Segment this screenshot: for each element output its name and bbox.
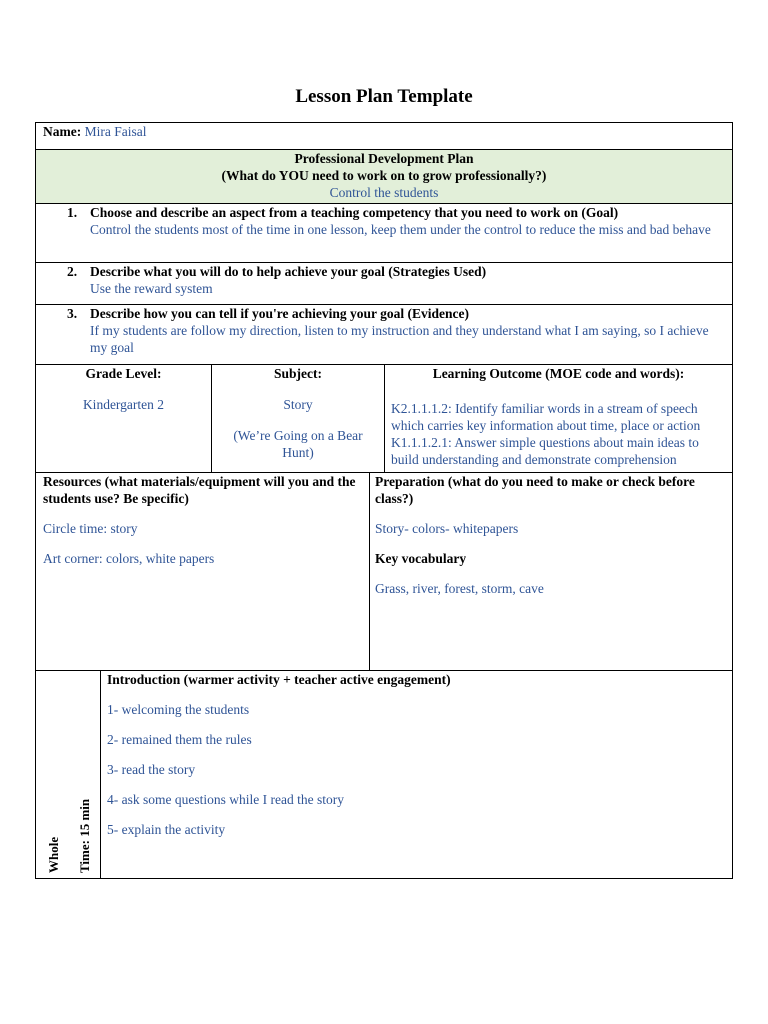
name-value: Mira Faisal [84, 124, 147, 139]
vocab-label: Key vocabulary [375, 551, 467, 566]
subject-detail: (We’re Going on a Bear Hunt) [233, 428, 363, 460]
grade-value: Kindergarten 2 [82, 397, 165, 412]
preparation-value: Story- colors- whitepapers [375, 521, 519, 536]
outcome-2: K1.1.1.2.1: Answer simple questions about main ideas to build understanding and demonstrate comprehension [391, 435, 699, 467]
grade-label: Grade Level: [85, 366, 162, 381]
preparation-cell [375, 473, 720, 597]
pd-plan-heading: Professional Development Plan [294, 151, 474, 166]
whole-label: Whole [46, 836, 61, 873]
pd-plan-question: (What do YOU need to work on to grow professionally?) [221, 168, 547, 183]
outcome-cell [385, 365, 732, 468]
outcome-1: K2.1.1.1.2: Identify familiar words in a stream of speech which carries key information about time, place or action [391, 401, 701, 433]
resources-cell [43, 473, 361, 567]
time-label: Time: 15 min [77, 798, 92, 873]
intro-step: 2- remained them the rules [107, 732, 252, 747]
page-title: Lesson Plan Template [295, 86, 473, 107]
goal-number: 2. [67, 264, 78, 279]
resources-label: Resources (what materials/equipment will you and the students use? Be specific) [43, 474, 356, 506]
goal-item-2 [36, 263, 732, 304]
pd-plan-row [36, 150, 732, 203]
goal-item-1 [36, 204, 732, 262]
introduction-label: Introduction (warmer activity + teacher active engagement) [107, 672, 451, 687]
intro-step: 5- explain the activity [107, 822, 226, 837]
intro-step: 1- welcoming the students [107, 702, 250, 717]
outcome-label: Learning Outcome (MOE code and words): [432, 366, 685, 381]
pd-plan-answer: Control the students [329, 185, 439, 200]
goal-question: Choose and describe an aspect from a teaching competency that you need to work on (Goal) [90, 205, 619, 220]
name-row [36, 123, 732, 149]
intro-step: 3- read the story [107, 762, 196, 777]
goal-answer: Control the students most of the time in one lesson, keep them under the control to reduce the miss and bad behave [90, 222, 711, 237]
lesson-plan-table [35, 122, 733, 879]
name-label: Name: [43, 124, 82, 139]
introduction-row [36, 671, 732, 878]
vocab-value: Grass, river, forest, storm, cave [375, 581, 544, 596]
resources-row [36, 473, 732, 669]
goal-number: 3. [67, 306, 78, 321]
subject-cell [212, 365, 384, 461]
goal-number: 1. [67, 205, 78, 220]
goal-answer: Use the reward system [90, 281, 213, 296]
resource-item: Art corner: colors, white papers [43, 551, 215, 566]
goal-question: Describe what you will do to help achieve your goal (Strategies Used) [90, 264, 487, 279]
grade-cell [36, 365, 211, 413]
introduction-cell [107, 671, 707, 838]
preparation-label: Preparation (what do you need to make or check before class?) [375, 474, 695, 506]
goal-item-3 [36, 305, 732, 364]
goal-question: Describe how you can tell if you're achieving your goal (Evidence) [90, 306, 469, 321]
subject-value: Story [283, 397, 313, 412]
subject-label: Subject: [274, 366, 322, 381]
goal-answer: If my students are follow my direction, listen to my instruction and they understand what I am saying, so I achieve my goal [90, 323, 709, 355]
resource-item: Circle time: story [43, 521, 138, 536]
intro-step: 4- ask some questions while I read the story [107, 792, 344, 807]
